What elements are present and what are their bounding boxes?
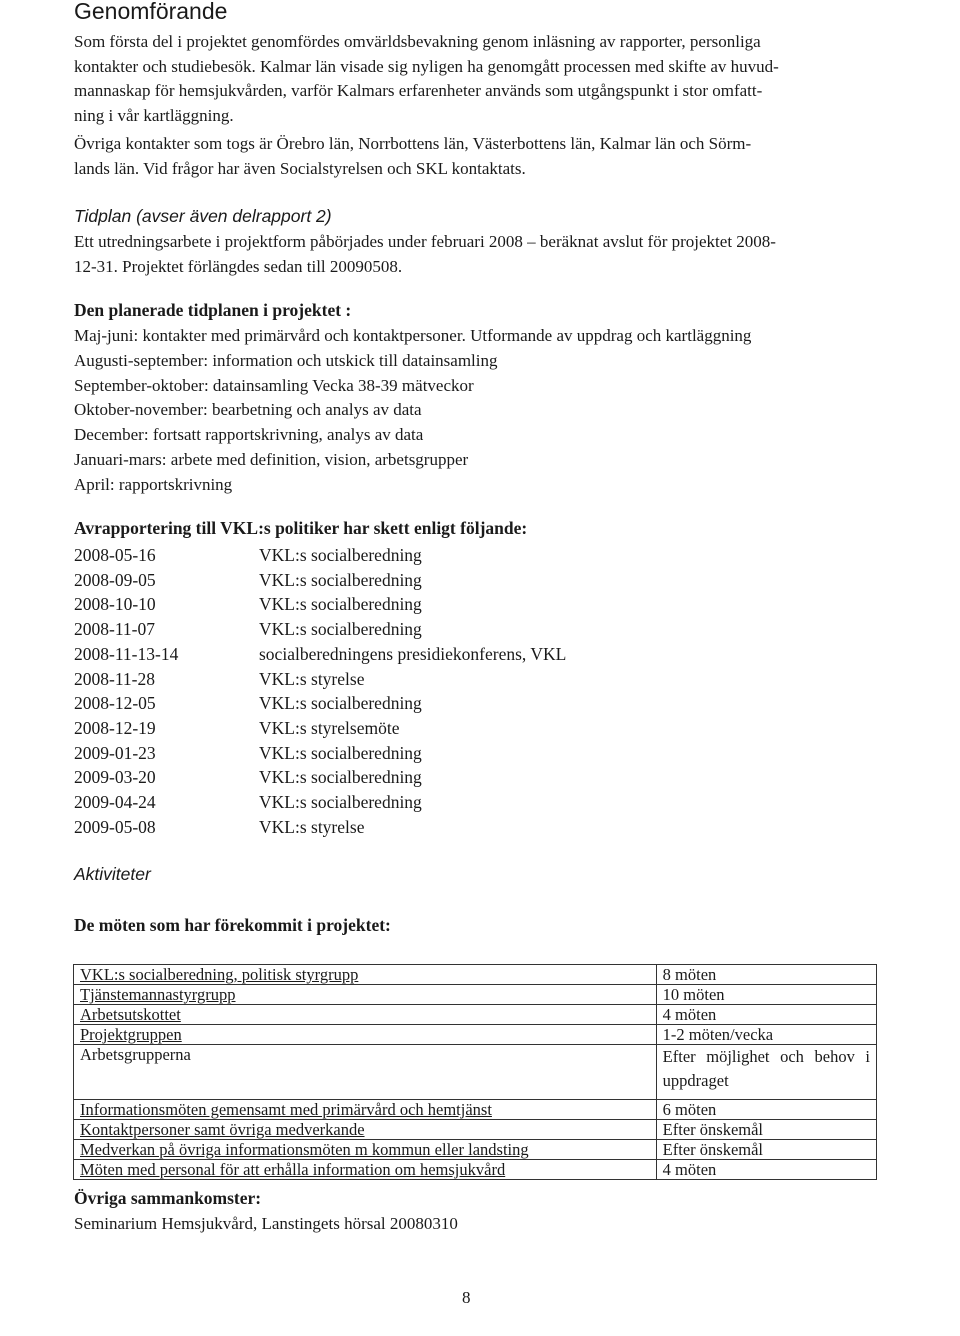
reporting-date: 2009-01-23 — [74, 742, 156, 763]
reporting-date: 2009-05-08 — [74, 816, 156, 837]
meeting-name-text: Tjänstemannastyrgrupp — [80, 985, 236, 1004]
meeting-count: 4 möten — [656, 1005, 876, 1025]
timeline-line: 12-31. Projektet förlängdes sedan till 20090508. — [74, 256, 403, 276]
other-meetings-heading: Övriga sammankomster: — [74, 1188, 262, 1208]
meeting-count: 4 möten — [656, 1160, 876, 1180]
meeting-name — [74, 965, 657, 985]
intro-line: ning i vår kartläggning. — [74, 105, 234, 125]
timeline-line: Ett utredningsarbete i projektform påbörjades under februari 2008 – beräknat avslut för projektet 2008- — [74, 232, 776, 251]
plan-heading: Den planerade tidplanen i projektet : — [74, 300, 352, 320]
reporting-row — [74, 592, 566, 617]
meeting-name-text: Kontaktpersoner samt övriga medverkande — [80, 1120, 365, 1139]
other-contacts-line: lands län. Vid frågor har även Socialstyrelsen och SKL kontaktats. — [74, 158, 526, 178]
meeting-name-text: Medverkan på övriga informationsmöten m kommun eller landsting — [80, 1140, 529, 1159]
reporting-row — [74, 667, 566, 692]
plan-item: Januari-mars: arbete med definition, vision, arbetsgrupper — [74, 449, 469, 469]
page-number: 8 — [462, 1288, 471, 1307]
meeting-count: 1-2 möten/vecka — [656, 1025, 876, 1045]
other-contacts-paragraph — [74, 132, 884, 181]
reporting-row — [74, 741, 566, 766]
section-heading-genomforande: Genomförande — [74, 0, 228, 24]
reporting-table — [74, 543, 566, 839]
plan-item: April: rapportskrivning — [74, 474, 233, 494]
reporting-body: VKL:s styrelse — [259, 816, 365, 837]
meeting-row — [74, 1100, 877, 1120]
reporting-body: VKL:s styrelse — [259, 668, 365, 689]
reporting-row — [74, 568, 566, 593]
meeting-row — [74, 1025, 877, 1045]
meeting-name-text: Informationsmöten gemensamt med primärvård och hemtjänst — [80, 1100, 492, 1119]
meeting-name — [74, 1160, 657, 1180]
reporting-date: 2009-04-24 — [74, 792, 156, 813]
meeting-name-text: Möten med personal för att erhålla information om hemsjukvård — [80, 1160, 506, 1179]
reporting-row — [74, 617, 566, 642]
meeting-row — [74, 1160, 877, 1180]
reporting-date: 2008-10-10 — [74, 594, 156, 615]
reporting-body: socialberedningens presidiekonferens, VKL — [259, 643, 567, 664]
reporting-date: 2008-11-28 — [74, 668, 156, 689]
intro-line: kontakter och studiebesök. Kalmar län visade sig nyligen ha genomgått processen med skifte av huvud- — [74, 56, 779, 76]
meeting-name — [74, 1025, 657, 1045]
intro-line: Som första del i projektet genomfördes omvärldsbevakning genom inläsning av rapporter, personliga — [74, 32, 761, 51]
meeting-count-text: Efter möjlighet och behov i uppdraget — [662, 1047, 870, 1090]
reporting-body: VKL:s styrelsemöte — [259, 717, 400, 738]
reporting-row — [74, 815, 566, 840]
meeting-count: Efter önskemål — [656, 1140, 876, 1160]
meeting-row — [74, 985, 877, 1005]
meeting-name-text: Arbetsgrupperna — [80, 1045, 191, 1064]
meeting-row — [74, 1120, 877, 1140]
reporting-heading: Avrapportering till VKL:s politiker har skett enligt följande: — [74, 518, 528, 538]
meeting-count: 10 möten — [656, 985, 876, 1005]
meetings-table — [73, 964, 877, 1180]
meeting-count — [656, 1045, 876, 1100]
plan-list — [74, 324, 751, 498]
plan-item: Augusti-september: information och utskick till datainsamling — [74, 350, 498, 370]
meeting-count: 8 möten — [656, 965, 876, 985]
intro-paragraph — [74, 30, 884, 128]
meeting-count: Efter önskemål — [656, 1120, 876, 1140]
reporting-date: 2008-09-05 — [74, 569, 156, 590]
meetings-heading: De möten som har förekommit i projektet: — [74, 915, 391, 935]
plan-item: Maj-juni: kontakter med primärvård och kontaktpersoner. Utformande av uppdrag och kartläggning — [74, 326, 752, 345]
reporting-date: 2008-12-05 — [74, 693, 156, 714]
reporting-body: VKL:s socialberedning — [259, 742, 422, 763]
timeline-heading: Tidplan (avser även delrapport 2) — [74, 206, 332, 226]
meeting-name-text: Projektgruppen — [80, 1025, 182, 1044]
other-contacts-line: Övriga kontakter som togs är Örebro län, Norrbottens län, Västerbottens län, Kalmar län och Sörm- — [74, 134, 752, 153]
plan-item: Oktober-november: bearbetning och analys av data — [74, 400, 422, 420]
meeting-count: 6 möten — [656, 1100, 876, 1120]
plan-item: December: fortsatt rapportskrivning, analys av data — [74, 425, 424, 445]
reporting-row — [74, 691, 566, 716]
plan-item: September-oktober: datainsamling Vecka 38-39 mätveckor — [74, 375, 474, 395]
meeting-name — [74, 985, 657, 1005]
reporting-body: VKL:s socialberedning — [259, 594, 422, 615]
timeline-paragraph — [74, 230, 884, 279]
intro-line: mannaskap för hemsjukvården, varför Kalmars erfarenheter används som utgångspunkt i stor omfatt- — [74, 81, 763, 100]
reporting-date: 2008-11-13-14 — [74, 643, 179, 664]
meeting-row — [74, 1045, 877, 1100]
meeting-name — [74, 1100, 657, 1120]
reporting-row — [74, 790, 566, 815]
reporting-date: 2008-12-19 — [74, 717, 156, 738]
reporting-row — [74, 716, 566, 741]
meeting-name — [74, 1045, 657, 1100]
meeting-name-text: VKL:s socialberedning, politisk styrgrupp — [80, 965, 359, 984]
meeting-row — [74, 965, 877, 985]
reporting-date: 2008-05-16 — [74, 545, 156, 565]
activities-heading: Aktiviteter — [74, 864, 151, 884]
reporting-row — [74, 765, 566, 790]
meeting-row — [74, 1140, 877, 1160]
reporting-body: VKL:s socialberedning — [259, 569, 422, 590]
reporting-body: VKL:s socialberedning — [259, 693, 422, 714]
meeting-row — [74, 1005, 877, 1025]
other-meetings-text: Seminarium Hemsjukvård, Lanstingets hörsal 20080310 — [74, 1214, 458, 1233]
reporting-body: VKL:s socialberedning — [259, 619, 422, 640]
meeting-name-text: Arbetsutskottet — [80, 1005, 181, 1024]
reporting-body: VKL:s socialberedning — [259, 767, 422, 788]
reporting-row — [74, 543, 566, 568]
reporting-body: VKL:s socialberedning — [259, 545, 422, 565]
meeting-name — [74, 1005, 657, 1025]
meeting-name — [74, 1120, 657, 1140]
reporting-body: VKL:s socialberedning — [259, 792, 422, 813]
reporting-row — [74, 642, 566, 667]
reporting-date: 2009-03-20 — [74, 767, 156, 788]
meeting-name — [74, 1140, 657, 1160]
reporting-date: 2008-11-07 — [74, 619, 156, 640]
